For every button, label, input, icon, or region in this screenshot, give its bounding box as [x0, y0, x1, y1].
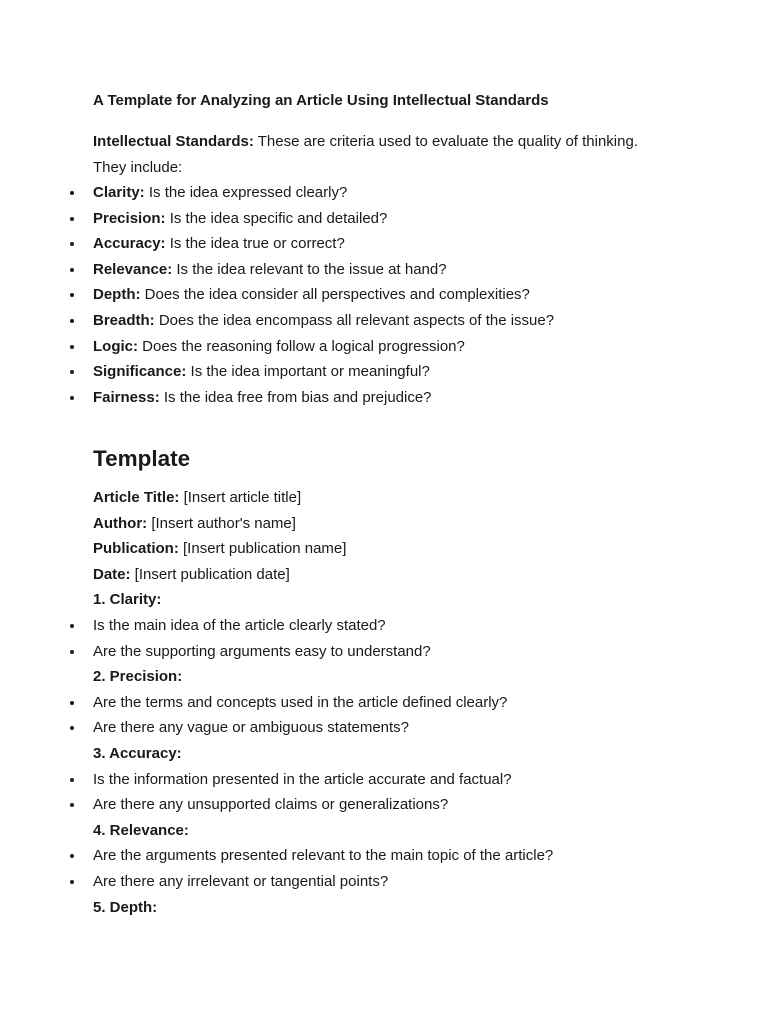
field-article-title [93, 485, 713, 511]
standard-label: Accuracy: [93, 235, 166, 253]
section-heading-text: 4. Relevance: [93, 821, 189, 839]
intro-paragraph [93, 129, 693, 180]
standard-item [93, 359, 713, 385]
standard-item [93, 308, 713, 334]
intro-continuation: They include: [93, 158, 183, 176]
standard-text: Is the idea true or correct? [165, 235, 345, 253]
standard-label: Relevance: [93, 260, 173, 278]
standard-text: Does the idea consider all perspectives and complexities? [140, 286, 530, 304]
question-item: Are the terms and concepts used in the article defined clearly? [93, 690, 713, 716]
standard-item [93, 334, 713, 360]
question-item: Are there any vague or ambiguous statements? [93, 715, 713, 741]
question-item: Are there any unsupported claims or generalizations? [93, 792, 713, 818]
standard-label: Clarity: [93, 184, 145, 201]
standard-label: Logic: [93, 337, 138, 355]
section-heading-text: 5. Depth: [93, 898, 158, 916]
field-publication [93, 536, 713, 562]
standard-text: Does the idea encompass all relevant aspects of the issue? [154, 311, 555, 329]
standard-item [93, 180, 713, 206]
standard-text: Does the reasoning follow a logical progression? [138, 337, 465, 355]
field-value: [Insert article title] [179, 489, 302, 506]
standards-list [93, 180, 713, 410]
question-item: Is the main idea of the article clearly stated? [93, 613, 713, 639]
intro-label: Intellectual Standards: [93, 133, 254, 150]
section-heading-text: 3. Accuracy: [93, 744, 182, 762]
section-heading-text: 2. Precision: [93, 668, 183, 686]
standard-text: Is the idea specific and detailed? [165, 209, 388, 227]
field-date [93, 562, 713, 588]
field-value: [Insert publication date] [130, 565, 290, 583]
section-heading-clarity [93, 587, 713, 613]
standard-item [93, 257, 713, 283]
question-item: Are the supporting arguments easy to understand? [93, 639, 713, 665]
section-heading-precision [93, 664, 713, 690]
field-value: [Insert author's name] [147, 514, 296, 532]
standard-label: Fairness: [93, 388, 160, 406]
standard-text: Is the idea expressed clearly? [144, 184, 348, 201]
standard-text: Is the idea relevant to the issue at hand? [172, 260, 447, 278]
standard-label: Depth: [93, 286, 141, 304]
template-heading: Template [93, 446, 191, 471]
section-heading-depth [93, 895, 713, 921]
standard-item [93, 385, 713, 411]
field-label: Date: [93, 565, 131, 583]
standard-label: Significance: [93, 363, 187, 381]
standard-text: Is the idea free from bias and prejudice? [159, 388, 432, 406]
standard-label: Breadth: [93, 311, 155, 329]
section-heading-relevance [93, 818, 713, 844]
document-title: A Template for Analyzing an Article Using Intellectual Standards [93, 92, 549, 109]
field-value: [Insert publication name] [178, 540, 347, 558]
standard-item [93, 282, 713, 308]
field-label: Article Title: [93, 489, 180, 506]
section-heading-accuracy [93, 741, 713, 767]
field-author [93, 511, 713, 537]
standard-item [93, 206, 713, 232]
template-body [93, 485, 713, 920]
section-heading-text: 1. Clarity: [93, 591, 162, 609]
question-item: Are there any irrelevant or tangential points? [93, 869, 713, 895]
intro-text: These are criteria used to evaluate the quality of thinking. [253, 133, 638, 150]
standard-label: Precision: [93, 209, 166, 227]
standard-text: Is the idea important or meaningful? [186, 363, 430, 381]
question-item: Are the arguments presented relevant to the main topic of the article? [93, 843, 713, 869]
standard-item [93, 231, 713, 257]
field-label: Author: [93, 514, 148, 532]
question-item: Is the information presented in the article accurate and factual? [93, 767, 713, 793]
field-label: Publication: [93, 540, 179, 558]
